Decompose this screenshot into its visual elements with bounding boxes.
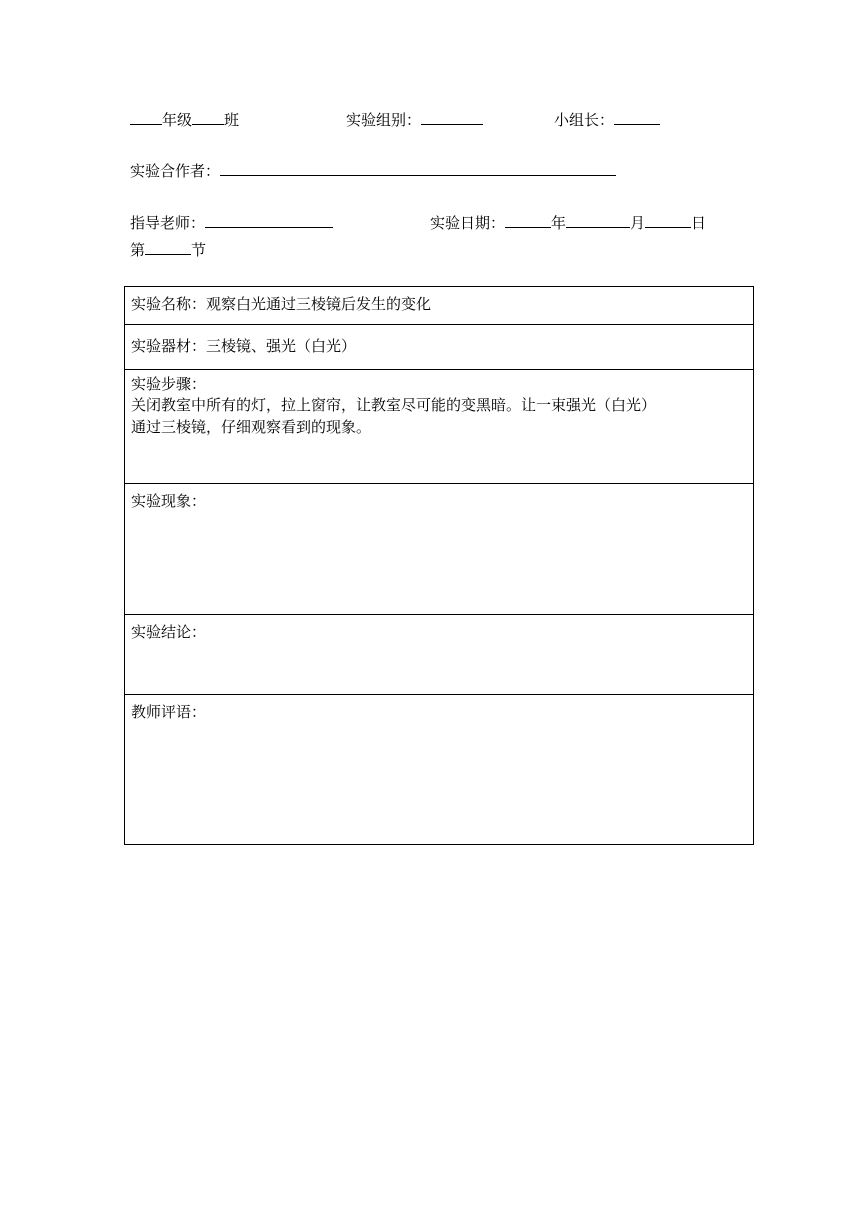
period-blank[interactable]	[145, 239, 191, 255]
partners-blank[interactable]	[220, 160, 616, 176]
phenomenon-row	[125, 484, 754, 615]
group-blank[interactable]	[421, 109, 483, 125]
teacher-blank[interactable]	[205, 212, 333, 228]
equipment-row	[125, 325, 754, 370]
class-blank[interactable]	[192, 109, 224, 125]
name-row	[125, 287, 754, 325]
conclusion-row	[125, 615, 754, 695]
conclusion-title: 实验结论：	[131, 623, 207, 641]
year-label: 年	[551, 214, 567, 232]
group-label: 实验组别：	[346, 111, 422, 129]
date-label: 实验日期：	[430, 214, 506, 232]
comment-cell[interactable]	[125, 695, 754, 845]
partners-label: 实验合作者：	[130, 162, 221, 180]
experiment-name: 实验名称：观察白光通过三棱镜后发生的变化	[131, 295, 432, 313]
phenomenon-cell[interactable]	[125, 484, 754, 615]
teacher-line	[130, 212, 333, 233]
month-label: 月	[630, 214, 646, 232]
year-blank[interactable]	[505, 212, 551, 228]
equipment-cell[interactable]	[125, 325, 754, 370]
leader-blank[interactable]	[614, 109, 660, 125]
report-table	[124, 286, 754, 845]
leader-label: 小组长：	[554, 111, 615, 129]
day-label: 日	[691, 214, 707, 232]
steps-cell[interactable]	[125, 370, 754, 484]
steps-line-2: 通过三棱镜，仔细观察看到的现象。	[131, 418, 372, 436]
group-line	[346, 109, 483, 130]
steps-title: 实验步骤：	[131, 375, 207, 393]
leader-line	[554, 109, 660, 130]
comment-row	[125, 695, 754, 845]
steps-line-1: 关闭教室中所有的灯，拉上窗帘，让教室尽可能的变黑暗。让一束强光（白光）	[131, 396, 657, 414]
phenomenon-title: 实验现象：	[131, 492, 207, 510]
grade-blank[interactable]	[130, 109, 162, 125]
month-blank[interactable]	[566, 212, 630, 228]
steps-row	[125, 370, 754, 484]
date-line	[430, 212, 706, 233]
period-line	[130, 239, 206, 260]
grade-class-line	[130, 109, 239, 130]
partners-line	[130, 160, 616, 181]
name-cell[interactable]	[125, 287, 754, 325]
conclusion-cell[interactable]	[125, 615, 754, 695]
day-blank[interactable]	[645, 212, 691, 228]
period-suffix: 节	[191, 241, 207, 259]
comment-title: 教师评语：	[131, 703, 207, 721]
period-prefix: 第	[130, 241, 146, 259]
class-label: 班	[224, 111, 240, 129]
grade-label: 年级	[162, 111, 193, 129]
teacher-label: 指导老师：	[130, 214, 206, 232]
experiment-equipment: 实验器材：三棱镜、强光（白光）	[131, 337, 357, 355]
